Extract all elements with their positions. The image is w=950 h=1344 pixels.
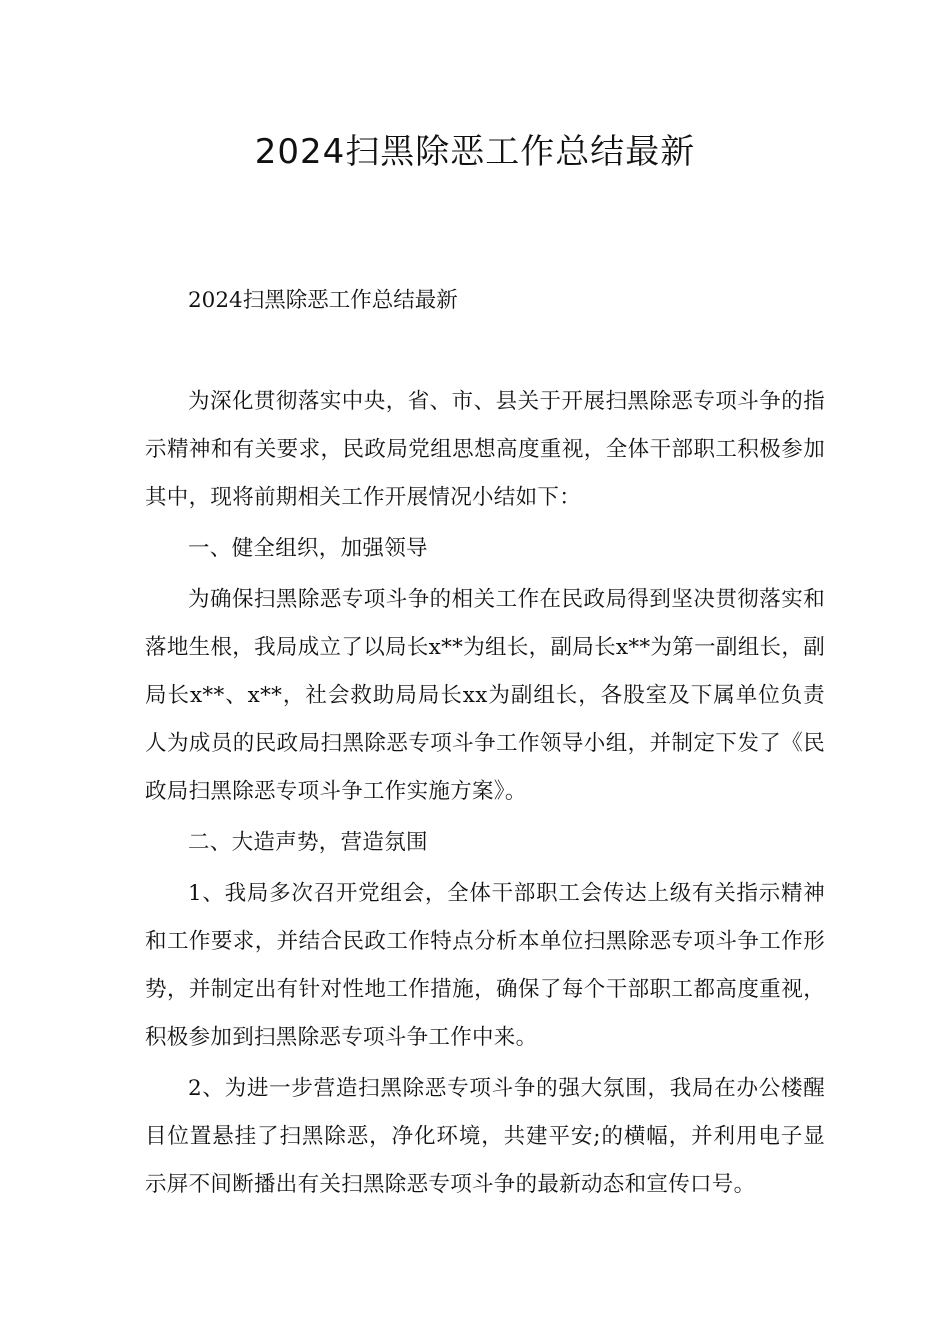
document-body xyxy=(145,378,825,1209)
section-heading-2: 二、大造声势，营造氛围 xyxy=(188,830,428,855)
section-2-item-1: 1、我局多次召开党组会，全体干部职工会传达上级有关指示精神和工作要求，并结合民政工作特点分析本单位扫黑除恶专项斗争工作形势，并制定出有针对性地工作措施，确保了每个干部职工都高度重视，积极参加到扫黑除恶专项斗争工作中来。 xyxy=(145,881,825,1050)
document-subtitle: 2024扫黑除恶工作总结最新 xyxy=(188,288,458,313)
section-1-paragraph: 为确保扫黑除恶专项斗争的相关工作在民政局得到坚决贯彻落实和落地生根，我局成立了以局长x**为组长，副局长x**为第一副组长，副局长x**、x**，社会救助局局长xx为副组长，各股室及下属单位负责人为成员的民政局扫黑除恶专项斗争工作领导小组，并制定下发了《民政局扫黑除恶专项斗争工作实施方案》。 xyxy=(145,587,825,804)
section-2-item-2: 2、为进一步营造扫黑除恶专项斗争的强大氛围，我局在办公楼醒目位置悬挂了扫黑除恶，净化环境，共建平安;的横幅，并利用电子显示屏不间断播出有关扫黑除恶专项斗争的最新动态和宣传口号。 xyxy=(145,1076,825,1197)
intro-paragraph: 为深化贯彻落实中央，省、市、县关于开展扫黑除恶专项斗争的指示精神和有关要求，民政局党组思想高度重视，全体干部职工积极参加其中，现将前期相关工作开展情况小结如下： xyxy=(145,389,825,510)
document-title: 2024扫黑除恶工作总结最新 xyxy=(254,132,696,172)
section-heading-1: 一、健全组织，加强领导 xyxy=(188,536,428,561)
